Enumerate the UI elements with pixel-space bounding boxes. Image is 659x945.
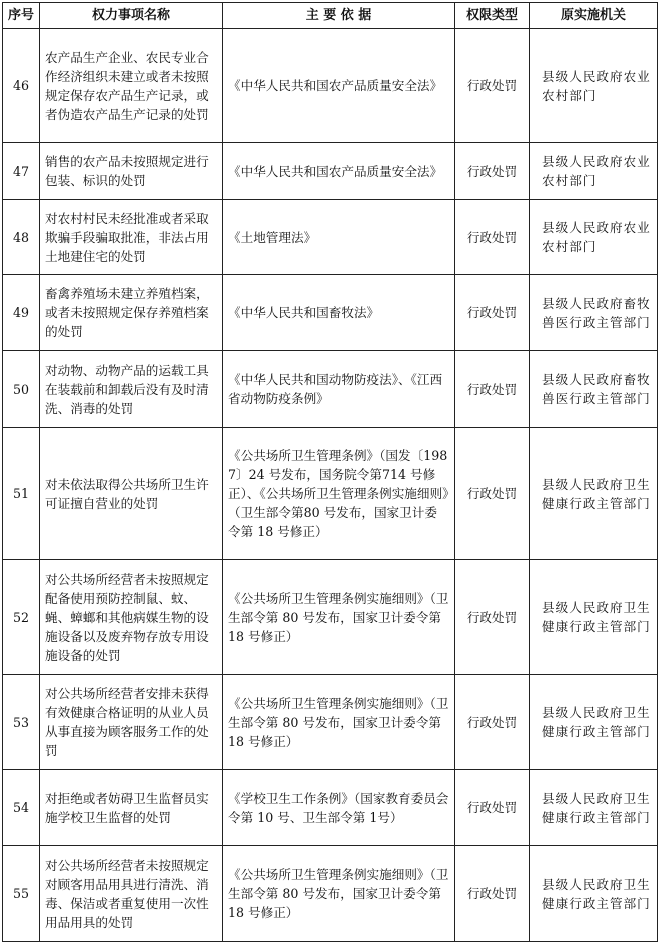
row-type: 行政处罚	[455, 200, 530, 275]
row-name: 对公共场所经营者安排未获得有效健康合格证明的从业人员从事直接为顾客服务工作的处罚	[40, 675, 223, 770]
row-type: 行政处罚	[455, 560, 530, 675]
row-type: 行政处罚	[455, 143, 530, 200]
row-basis: 《中华人民共和国农产品质量安全法》	[223, 29, 455, 143]
row-org: 县级人民政府农业农村部门	[530, 29, 658, 143]
row-basis: 《中华人民共和国动物防疫法》、《江西省动物防疫条例》	[223, 351, 455, 428]
row-no: 53	[3, 675, 40, 770]
row-no: 51	[3, 428, 40, 560]
row-org: 县级人民政府农业农村部门	[530, 200, 658, 275]
row-type: 行政处罚	[455, 428, 530, 560]
table-header-row	[3, 3, 658, 29]
row-no: 50	[3, 351, 40, 428]
row-name: 对公共场所经营者未按照规定配备使用预防控制鼠、蚊、蝇、蟑螂和其他病媒生物的设施设备以及废弃物存放专用设施设备的处罚	[40, 560, 223, 675]
row-basis: 《土地管理法》	[223, 200, 455, 275]
row-basis: 《中华人民共和国畜牧法》	[223, 275, 455, 351]
row-org: 县级人民政府卫生健康行政主管部门	[530, 675, 658, 770]
table-row	[3, 29, 658, 143]
row-org: 县级人民政府畜牧兽医行政主管部门	[530, 275, 658, 351]
row-no: 49	[3, 275, 40, 351]
row-type: 行政处罚	[455, 351, 530, 428]
row-org: 县级人民政府卫生健康行政主管部门	[530, 428, 658, 560]
header-type: 权限类型	[455, 3, 530, 29]
row-basis: 《公共场所卫生管理条例实施细则》（卫生部令第 80 号发布，国家卫计委令第 18 号修正）	[223, 560, 455, 675]
table-row	[3, 275, 658, 351]
row-type: 行政处罚	[455, 770, 530, 846]
table-row	[3, 200, 658, 275]
table-row	[3, 143, 658, 200]
row-basis: 《公共场所卫生管理条例实施细则》（卫生部令第 80 号发布，国家卫计委令第 18 号修正）	[223, 675, 455, 770]
table-row	[3, 560, 658, 675]
row-name: 对动物、动物产品的运载工具在装载前和卸载后没有及时清洗、消毒的处罚	[40, 351, 223, 428]
row-type: 行政处罚	[455, 29, 530, 143]
row-org: 县级人民政府畜牧兽医行政主管部门	[530, 351, 658, 428]
header-name: 权力事项名称	[40, 3, 223, 29]
row-org: 县级人民政府农业农村部门	[530, 143, 658, 200]
power-items-table	[2, 2, 658, 942]
row-type: 行政处罚	[455, 846, 530, 942]
row-basis: 《公共场所卫生管理条例》（国发〔1987〕24 号发布，国务院令第714 号修正）、《公共场所卫生管理条例实施细则》（卫生部令第80 号发布，国家卫计委令第 18 号修正）	[223, 428, 455, 560]
row-name: 对公共场所经营者未按照规定对顾客用品用具进行清洗、消毒、保洁或者重复使用一次性用品用具的处罚	[40, 846, 223, 942]
table-row	[3, 675, 658, 770]
row-name: 销售的农产品未按照规定进行包装、标识的处罚	[40, 143, 223, 200]
row-basis: 《中华人民共和国农产品质量安全法》	[223, 143, 455, 200]
row-name: 畜禽养殖场未建立养殖档案，或者未按照规定保存养殖档案的处罚	[40, 275, 223, 351]
row-type: 行政处罚	[455, 675, 530, 770]
row-no: 54	[3, 770, 40, 846]
row-no: 48	[3, 200, 40, 275]
row-name: 对农村村民未经批准或者采取欺骗手段骗取批准，非法占用土地建住宅的处罚	[40, 200, 223, 275]
row-name: 农产品生产企业、农民专业合作经济组织未建立或者未按照规定保存农产品生产记录，或者伪造农产品生产记录的处罚	[40, 29, 223, 143]
header-basis: 主 要 依 据	[223, 3, 455, 29]
header-no: 序号	[3, 3, 40, 29]
row-basis: 《学校卫生工作条例》（国家教育委员会令第 10 号、卫生部令第 1号）	[223, 770, 455, 846]
row-type: 行政处罚	[455, 275, 530, 351]
row-no: 52	[3, 560, 40, 675]
row-name: 对未依法取得公共场所卫生许可证擅自营业的处罚	[40, 428, 223, 560]
table-row	[3, 351, 658, 428]
row-no: 46	[3, 29, 40, 143]
row-org: 县级人民政府卫生健康行政主管部门	[530, 560, 658, 675]
header-org: 原实施机关	[530, 3, 658, 29]
row-name: 对拒绝或者妨碍卫生监督员实施学校卫生监督的处罚	[40, 770, 223, 846]
row-org: 县级人民政府卫生健康行政主管部门	[530, 846, 658, 942]
row-no: 47	[3, 143, 40, 200]
row-no: 55	[3, 846, 40, 942]
row-basis: 《公共场所卫生管理条例实施细则》（卫生部令第 80 号发布，国家卫计委令第 18 号修正）	[223, 846, 455, 942]
table-row	[3, 428, 658, 560]
row-org: 县级人民政府卫生健康行政主管部门	[530, 770, 658, 846]
table-row	[3, 846, 658, 942]
table-row	[3, 770, 658, 846]
